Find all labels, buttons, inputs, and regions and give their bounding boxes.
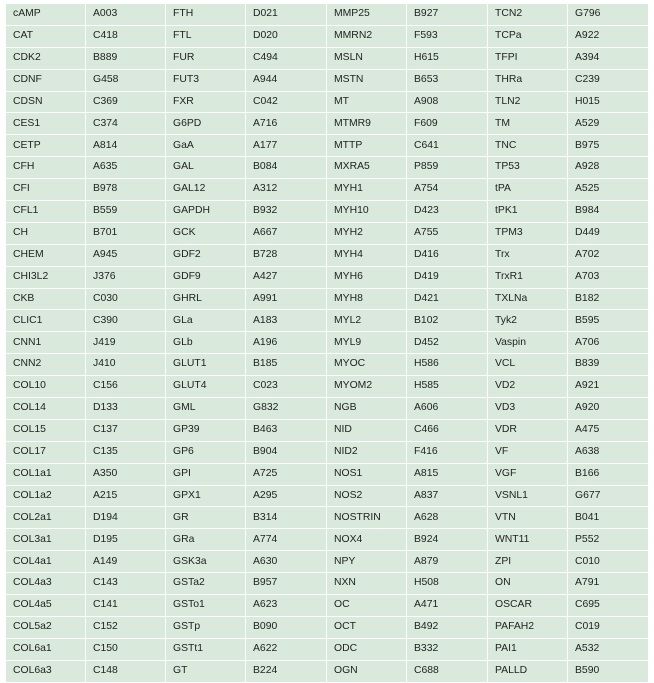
gene-code-cell: D449 [568,222,649,244]
gene-code-cell: A312 [246,179,327,201]
gene-symbol-cell: CFI [6,179,86,201]
gene-symbol-cell: CFL1 [6,201,86,223]
gene-code-cell: J410 [86,354,166,376]
table-row [6,201,649,223]
gene-symbol-cell: GDF2 [166,244,246,266]
gene-symbol-cell: ODC [327,638,407,660]
gene-code-cell: D194 [86,507,166,529]
gene-code-cell: A945 [86,244,166,266]
gene-code-cell: B166 [568,463,649,485]
gene-code-cell: C150 [86,638,166,660]
gene-code-cell: B090 [246,616,327,638]
gene-symbol-cell: MTMR9 [327,113,407,135]
gene-code-cell: C152 [86,616,166,638]
gene-symbol-cell: COL4a5 [6,595,86,617]
gene-code-cell: A908 [407,91,488,113]
gene-code-cell: D133 [86,398,166,420]
gene-symbol-cell: VD2 [488,376,568,398]
table-row [6,4,649,26]
gene-code-cell: C023 [246,376,327,398]
gene-code-cell: C135 [86,441,166,463]
gene-code-cell: A471 [407,595,488,617]
gene-symbol-cell: MYH6 [327,266,407,288]
gene-symbol-cell: GaA [166,135,246,157]
gene-code-cell: F593 [407,25,488,47]
gene-symbol-cell: CDK2 [6,47,86,69]
gene-code-cell: B924 [407,529,488,551]
gene-code-cell: H586 [407,354,488,376]
gene-code-cell: B701 [86,222,166,244]
gene-code-cell: A920 [568,398,649,420]
gene-symbol-cell: VDR [488,419,568,441]
gene-code-cell: D423 [407,201,488,223]
gene-code-cell: C042 [246,91,327,113]
gene-code-cell: P552 [568,529,649,551]
gene-symbol-cell: PALLD [488,660,568,682]
gene-symbol-cell: GPX1 [166,485,246,507]
gene-symbol-cell: COL5a2 [6,616,86,638]
gene-code-cell: B653 [407,69,488,91]
gene-code-cell: H015 [568,91,649,113]
gene-code-cell: B463 [246,419,327,441]
table-row [6,376,649,398]
table-row [6,551,649,573]
gene-code-cell: J376 [86,266,166,288]
gene-code-cell: A944 [246,69,327,91]
table-row [6,135,649,157]
gene-symbol-cell: COL14 [6,398,86,420]
gene-code-cell: C148 [86,660,166,682]
gene-symbol-cell: GLUT4 [166,376,246,398]
gene-code-cell: C143 [86,573,166,595]
gene-code-cell: A921 [568,376,649,398]
gene-code-cell: C030 [86,288,166,310]
gene-code-cell: H585 [407,376,488,398]
gene-code-cell: B314 [246,507,327,529]
gene-symbol-cell: CKB [6,288,86,310]
table-row [6,157,649,179]
gene-code-cell: B590 [568,660,649,682]
gene-code-cell: C141 [86,595,166,617]
gene-code-cell: A638 [568,441,649,463]
gene-symbol-cell: FUT3 [166,69,246,91]
gene-code-cell: A475 [568,419,649,441]
table-row [6,398,649,420]
gene-symbol-cell: OGN [327,660,407,682]
gene-symbol-cell: COL15 [6,419,86,441]
gene-symbol-cell: MXRA5 [327,157,407,179]
gene-symbol-cell: VTN [488,507,568,529]
gene-symbol-cell: Trx [488,244,568,266]
gene-code-cell: A667 [246,222,327,244]
table-body [6,4,649,683]
table-row [6,266,649,288]
gene-code-cell: C137 [86,419,166,441]
gene-code-cell: C641 [407,135,488,157]
gene-symbol-cell: CH [6,222,86,244]
gene-code-cell: A606 [407,398,488,420]
table-row [6,463,649,485]
gene-symbol-cell: GT [166,660,246,682]
gene-symbol-cell: VD3 [488,398,568,420]
gene-code-cell: D421 [407,288,488,310]
gene-code-cell: A532 [568,638,649,660]
gene-code-cell: D419 [407,266,488,288]
gene-symbol-cell: COL1a1 [6,463,86,485]
gene-symbol-cell: NID2 [327,441,407,463]
gene-code-cell: B041 [568,507,649,529]
gene-code-cell: G832 [246,398,327,420]
gene-symbol-cell: ZPI [488,551,568,573]
gene-code-cell: B182 [568,288,649,310]
gene-symbol-cell: FTL [166,25,246,47]
gene-symbol-cell: NOS1 [327,463,407,485]
gene-symbol-cell: GML [166,398,246,420]
gene-symbol-cell: CETP [6,135,86,157]
gene-code-cell: B185 [246,354,327,376]
gene-symbol-cell: GP6 [166,441,246,463]
gene-code-cell: H615 [407,47,488,69]
gene-symbol-cell: MMP25 [327,4,407,26]
gene-code-cell: A754 [407,179,488,201]
gene-code-cell: B932 [246,201,327,223]
gene-symbol-cell: COL4a3 [6,573,86,595]
gene-code-cell: A622 [246,638,327,660]
gene-symbol-cell: Vaspin [488,332,568,354]
gene-symbol-cell: GR [166,507,246,529]
gene-symbol-cell: GP39 [166,419,246,441]
gene-code-cell: P859 [407,157,488,179]
gene-symbol-cell: MYH8 [327,288,407,310]
gene-code-cell: H508 [407,573,488,595]
gene-symbol-cell: CHEM [6,244,86,266]
gene-code-cell: A003 [86,4,166,26]
gene-symbol-cell: NGB [327,398,407,420]
gene-symbol-cell: WNT11 [488,529,568,551]
gene-code-cell: A350 [86,463,166,485]
gene-symbol-cell: GSK3a [166,551,246,573]
gene-symbol-cell: PAI1 [488,638,568,660]
gene-symbol-cell: COL17 [6,441,86,463]
gene-symbol-cell: GSTa2 [166,573,246,595]
gene-code-cell: A716 [246,113,327,135]
gene-code-cell: A774 [246,529,327,551]
gene-code-cell: A295 [246,485,327,507]
gene-code-cell: A630 [246,551,327,573]
gene-code-cell: D020 [246,25,327,47]
gene-code-cell: A149 [86,551,166,573]
gene-symbol-cell: COL6a1 [6,638,86,660]
gene-code-cell: A791 [568,573,649,595]
gene-symbol-cell: MTTP [327,135,407,157]
gene-symbol-cell: COL3a1 [6,529,86,551]
gene-code-cell: C374 [86,113,166,135]
gene-code-cell: A529 [568,113,649,135]
table-row [6,222,649,244]
gene-symbol-cell: NOS2 [327,485,407,507]
gene-symbol-cell: TFPI [488,47,568,69]
gene-code-cell: B975 [568,135,649,157]
gene-symbol-cell: FXR [166,91,246,113]
gene-symbol-cell: CHI3L2 [6,266,86,288]
gene-symbol-cell: GLUT1 [166,354,246,376]
gene-symbol-cell: COL1a2 [6,485,86,507]
gene-symbol-cell: TrxR1 [488,266,568,288]
gene-symbol-cell: COL4a1 [6,551,86,573]
gene-symbol-cell: GSTp [166,616,246,638]
gene-code-cell: B904 [246,441,327,463]
gene-symbol-cell: NXN [327,573,407,595]
gene-symbol-cell: CNN1 [6,332,86,354]
gene-code-cell: B728 [246,244,327,266]
table-row [6,354,649,376]
gene-code-cell: C390 [86,310,166,332]
gene-symbol-cell: GDF9 [166,266,246,288]
gene-code-cell: A394 [568,47,649,69]
gene-symbol-cell: MYOM2 [327,376,407,398]
table-row [6,288,649,310]
gene-symbol-cell: NOSTRIN [327,507,407,529]
gene-code-cell: F609 [407,113,488,135]
gene-code-cell: B102 [407,310,488,332]
gene-code-cell: F416 [407,441,488,463]
gene-code-cell: A755 [407,222,488,244]
gene-symbol-cell: TP53 [488,157,568,179]
gene-symbol-cell: OC [327,595,407,617]
gene-code-cell: A525 [568,179,649,201]
table-row [6,616,649,638]
gene-symbol-cell: GLa [166,310,246,332]
gene-symbol-cell: GSTt1 [166,638,246,660]
table-row [6,507,649,529]
gene-code-cell: A215 [86,485,166,507]
gene-symbol-cell: CDNF [6,69,86,91]
gene-symbol-cell: MYOC [327,354,407,376]
table-row [6,419,649,441]
gene-code-cell: A991 [246,288,327,310]
gene-code-cell: A196 [246,332,327,354]
gene-symbol-cell: NID [327,419,407,441]
gene-symbol-cell: CNN2 [6,354,86,376]
gene-code-cell: B984 [568,201,649,223]
gene-code-cell: G796 [568,4,649,26]
table-row [6,113,649,135]
gene-symbol-cell: MMRN2 [327,25,407,47]
gene-code-cell: C418 [86,25,166,47]
gene-symbol-cell: TLN2 [488,91,568,113]
table-row [6,69,649,91]
table-row [6,660,649,682]
gene-symbol-cell: G6PD [166,113,246,135]
gene-code-cell: A427 [246,266,327,288]
gene-symbol-cell: COL10 [6,376,86,398]
gene-code-cell: A928 [568,157,649,179]
gene-code-cell: A628 [407,507,488,529]
gene-symbol-cell: FTH [166,4,246,26]
gene-symbol-cell: GCK [166,222,246,244]
gene-code-cell: B927 [407,4,488,26]
table-row [6,485,649,507]
gene-symbol-cell: MYH1 [327,179,407,201]
gene-code-cell: B839 [568,354,649,376]
gene-symbol-cell: tPK1 [488,201,568,223]
gene-symbol-cell: TNC [488,135,568,157]
gene-code-cell: A703 [568,266,649,288]
gene-symbol-cell: CES1 [6,113,86,135]
gene-symbol-cell: GAL12 [166,179,246,201]
table-row [6,441,649,463]
gene-code-cell: D452 [407,332,488,354]
gene-code-cell: C019 [568,616,649,638]
gene-symbol-cell: cAMP [6,4,86,26]
gene-symbol-cell: OSCAR [488,595,568,617]
table-row [6,310,649,332]
gene-code-cell: C156 [86,376,166,398]
gene-code-cell: A815 [407,463,488,485]
gene-code-cell: B595 [568,310,649,332]
gene-symbol-cell: VF [488,441,568,463]
gene-code-cell: A922 [568,25,649,47]
table-row [6,91,649,113]
gene-code-cell: B957 [246,573,327,595]
gene-code-cell: B224 [246,660,327,682]
gene-code-cell: A706 [568,332,649,354]
gene-code-cell: C239 [568,69,649,91]
gene-symbol-cell: FUR [166,47,246,69]
gene-code-cell: G458 [86,69,166,91]
table-row [6,25,649,47]
gene-symbol-cell: Tyk2 [488,310,568,332]
gene-code-cell: B332 [407,638,488,660]
gene-code-cell: C466 [407,419,488,441]
table-row [6,244,649,266]
gene-code-cell: C688 [407,660,488,682]
gene-code-cell: A725 [246,463,327,485]
gene-symbol-cell: OCT [327,616,407,638]
gene-symbol-cell: GHRL [166,288,246,310]
gene-symbol-cell: MSTN [327,69,407,91]
gene-symbol-cell: MYL2 [327,310,407,332]
gene-symbol-cell: PAFAH2 [488,616,568,638]
gene-symbol-cell: TXLNa [488,288,568,310]
gene-symbol-cell: COL6a3 [6,660,86,682]
table-row [6,573,649,595]
gene-code-table-container [5,3,648,683]
gene-symbol-cell: GAPDH [166,201,246,223]
gene-symbol-cell: GLb [166,332,246,354]
gene-code-cell: C695 [568,595,649,617]
gene-symbol-cell: NPY [327,551,407,573]
gene-symbol-cell: MYH4 [327,244,407,266]
gene-symbol-cell: THRa [488,69,568,91]
gene-code-cell: J419 [86,332,166,354]
table-row [6,595,649,617]
gene-symbol-cell: MYH10 [327,201,407,223]
table-row [6,179,649,201]
gene-code-cell: A177 [246,135,327,157]
gene-symbol-cell: GAL [166,157,246,179]
table-row [6,638,649,660]
gene-code-cell: B492 [407,616,488,638]
gene-code-cell: C010 [568,551,649,573]
gene-code-table [5,3,649,683]
gene-symbol-cell: VSNL1 [488,485,568,507]
gene-symbol-cell: TM [488,113,568,135]
gene-code-cell: A814 [86,135,166,157]
gene-symbol-cell: CAT [6,25,86,47]
table-row [6,47,649,69]
table-row [6,332,649,354]
gene-code-cell: A635 [86,157,166,179]
gene-code-cell: D195 [86,529,166,551]
gene-code-cell: C369 [86,91,166,113]
gene-code-cell: B084 [246,157,327,179]
gene-symbol-cell: TPM3 [488,222,568,244]
gene-code-cell: A183 [246,310,327,332]
gene-symbol-cell: VCL [488,354,568,376]
gene-symbol-cell: TCN2 [488,4,568,26]
gene-symbol-cell: CFH [6,157,86,179]
gene-symbol-cell: NOX4 [327,529,407,551]
gene-symbol-cell: MYH2 [327,222,407,244]
gene-symbol-cell: VGF [488,463,568,485]
gene-symbol-cell: MYL9 [327,332,407,354]
table-row [6,529,649,551]
gene-code-cell: B889 [86,47,166,69]
gene-symbol-cell: ON [488,573,568,595]
gene-symbol-cell: MT [327,91,407,113]
gene-code-cell: B559 [86,201,166,223]
gene-symbol-cell: GSTo1 [166,595,246,617]
gene-code-cell: A623 [246,595,327,617]
gene-code-cell: G677 [568,485,649,507]
gene-symbol-cell: TCPa [488,25,568,47]
gene-symbol-cell: MSLN [327,47,407,69]
gene-symbol-cell: GPI [166,463,246,485]
gene-code-cell: B978 [86,179,166,201]
gene-symbol-cell: CLIC1 [6,310,86,332]
gene-code-cell: D021 [246,4,327,26]
gene-code-cell: C494 [246,47,327,69]
gene-code-cell: D416 [407,244,488,266]
gene-symbol-cell: COL2a1 [6,507,86,529]
gene-symbol-cell: CDSN [6,91,86,113]
gene-code-cell: A702 [568,244,649,266]
gene-symbol-cell: GRa [166,529,246,551]
gene-code-cell: A837 [407,485,488,507]
gene-symbol-cell: tPA [488,179,568,201]
gene-code-cell: A879 [407,551,488,573]
